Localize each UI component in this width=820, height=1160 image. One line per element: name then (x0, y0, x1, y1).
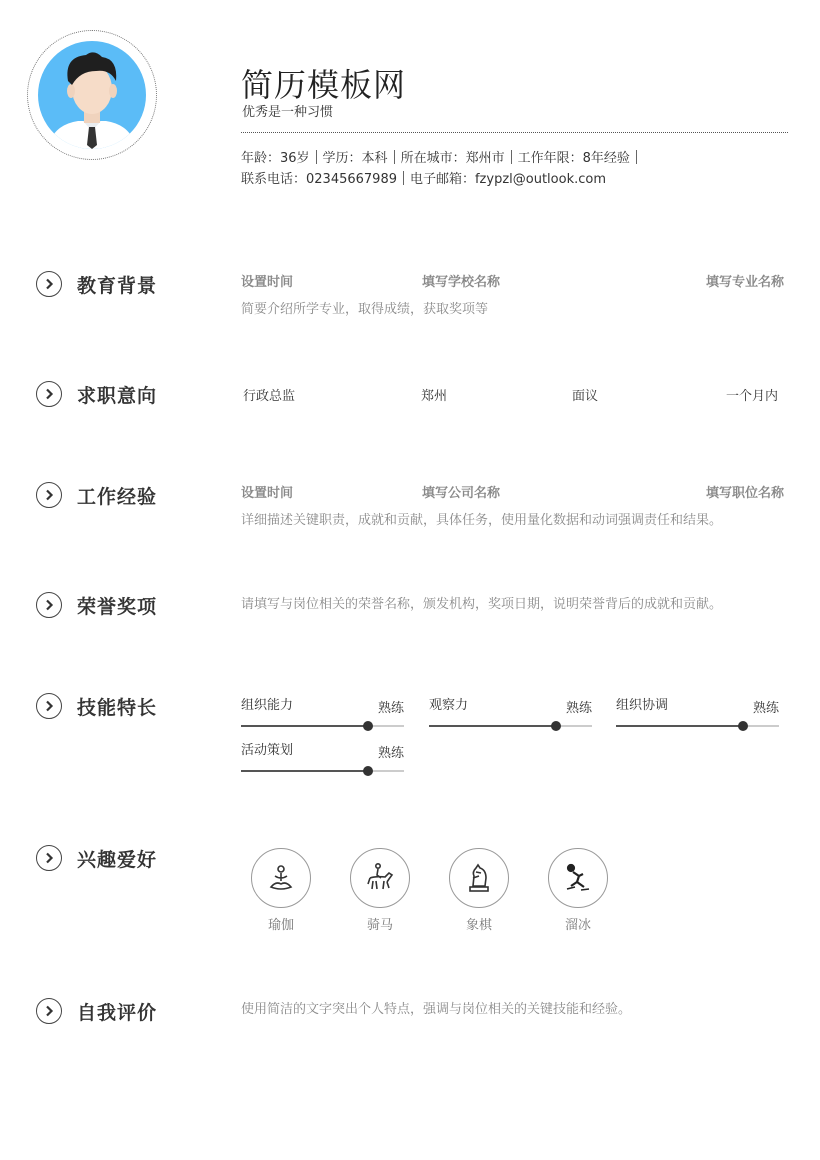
section-title: 荣誉奖项 (77, 595, 158, 618)
info-education: 学历：本科 (322, 151, 388, 166)
skill-bar (241, 725, 404, 727)
chevron-right-icon (36, 592, 62, 618)
intention-position: 行政总监 (243, 389, 296, 404)
skill-bar-fill (429, 725, 556, 727)
resume-name: 简历模板网 (241, 66, 407, 104)
skating-icon (548, 848, 608, 908)
work-description: 详细描述关键职责，成就和贡献，具体任务，使用量化数据和动词强调责任和结果。 (241, 513, 723, 528)
hobby-item (448, 848, 510, 933)
skill-level: 熟练 (377, 746, 404, 761)
horse-riding-icon (350, 848, 410, 908)
skill-bar-knob (363, 766, 373, 776)
section-self-eval-header (36, 997, 157, 1025)
info-age: 年龄：36岁 (241, 151, 310, 166)
work-company: 填写公司名称 (422, 486, 501, 501)
info-row-2 (241, 168, 606, 187)
separator (636, 150, 637, 164)
separator (511, 150, 512, 164)
chevron-right-icon (36, 693, 62, 719)
chevron-right-icon (36, 381, 62, 407)
skill-bar-fill (241, 770, 368, 772)
education-major: 填写专业名称 (705, 275, 784, 290)
skill-bar-knob (363, 721, 373, 731)
info-row-1 (241, 147, 643, 166)
separator (394, 150, 395, 164)
avatar (27, 30, 157, 160)
chess-knight-icon (449, 848, 509, 908)
skill-item (241, 739, 404, 781)
section-title: 自我评价 (77, 1001, 158, 1024)
hobby-label: 骑马 (366, 918, 393, 933)
chevron-right-icon (36, 271, 62, 297)
skill-level: 熟练 (565, 701, 592, 716)
separator (316, 150, 317, 164)
honors-description: 请填写与岗位相关的荣誉名称，颁发机构，奖项日期，说明荣誉背后的成就和贡献。 (241, 597, 723, 612)
info-email: 电子邮箱：fzypzl@outlook.com (409, 172, 607, 187)
section-title: 兴趣爱好 (77, 848, 158, 871)
section-skills-header (36, 692, 157, 720)
skill-bar (616, 725, 779, 727)
skill-bar-knob (738, 721, 748, 731)
skill-bar-fill (241, 725, 368, 727)
chevron-right-icon (36, 998, 62, 1024)
section-education-header (36, 270, 157, 298)
section-title: 教育背景 (77, 274, 158, 297)
work-job: 填写职位名称 (705, 486, 784, 501)
hobby-label: 瑜伽 (267, 918, 294, 933)
section-honors-header (36, 591, 157, 619)
hobby-item (250, 848, 312, 933)
skill-bar (429, 725, 592, 727)
skill-item (616, 694, 779, 736)
intention-city: 郑州 (421, 389, 448, 404)
skill-level: 熟练 (752, 701, 779, 716)
hobby-label: 溜冰 (564, 918, 591, 933)
yoga-icon (251, 848, 311, 908)
hobby-label: 象棋 (465, 918, 492, 933)
info-experience: 工作年限：8年经验 (517, 151, 630, 166)
section-work-header (36, 481, 157, 509)
header-divider (241, 132, 788, 133)
education-school: 填写学校名称 (422, 275, 501, 290)
skill-name: 组织能力 (241, 698, 294, 713)
self-eval-description: 使用简洁的文字突出个人特点，强调与岗位相关的关键技能和经验。 (241, 1002, 632, 1017)
hobby-item (349, 848, 411, 933)
skill-item (429, 694, 592, 736)
section-title: 求职意向 (77, 384, 158, 407)
skill-bar (241, 770, 404, 772)
separator (403, 171, 404, 185)
hobby-item (547, 848, 609, 933)
section-title: 技能特长 (77, 696, 158, 719)
chevron-right-icon (36, 845, 62, 871)
info-phone: 联系电话：02345667989 (241, 172, 397, 187)
education-time: 设置时间 (241, 275, 294, 290)
info-city: 所在城市：郑州市 (400, 151, 505, 166)
work-time: 设置时间 (241, 486, 294, 501)
intention-availability: 一个月内 (725, 389, 778, 404)
section-intention-header (36, 380, 157, 408)
skill-bar-knob (551, 721, 561, 731)
resume-motto: 优秀是一种习惯 (242, 105, 334, 120)
chevron-right-icon (36, 482, 62, 508)
skill-name: 活动策划 (241, 743, 294, 758)
skill-name: 观察力 (429, 698, 469, 713)
section-hobbies-header (36, 844, 157, 872)
skill-bar-fill (616, 725, 743, 727)
skill-level: 熟练 (377, 701, 404, 716)
skill-name: 组织协调 (616, 698, 669, 713)
avatar-illustration (38, 41, 146, 149)
education-description: 简要介绍所学专业，取得成绩，获取奖项等 (241, 302, 489, 317)
intention-salary: 面议 (572, 389, 599, 404)
section-title: 工作经验 (77, 485, 158, 508)
skill-item (241, 694, 404, 736)
